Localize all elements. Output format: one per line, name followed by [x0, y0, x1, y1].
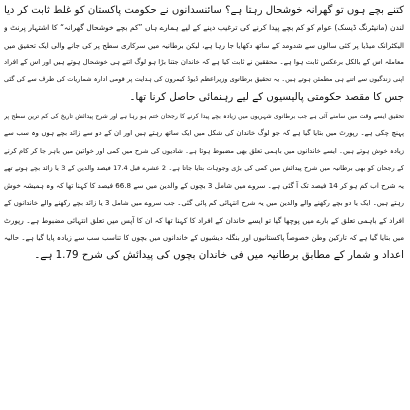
text-line: اعداد و شمار کے مطابق برطانیہ میں فی خاندان بچوں کی پیدائش کی شرح 1.79 ہے۔: [34, 248, 404, 261]
text-line: افراد کے باہمی تعلق کے بارے میں پوچھا گیا تو ایسے خاندان کے افراد کا کہنا تھا کہ ان کا آپس میں تعلق انتہائی مضبوط ہے۔ رپورٹ: [4, 216, 404, 226]
text-line: کے رجحان کو بھی برطانیہ میں شرح پیدائش میں کمی کی بڑی وجوہات بتایا جاتا ہے۔ 2 عشرے قبل 17.4 فیصد والدین کے 3 یا زائد بچے ہوتے تھے: [4, 164, 404, 173]
article-paragraph-1: [4, 2, 404, 106]
text-line: الیکٹرانک میڈیا پر کئی سالوں سے شدومد کے ساتھ دکھایا جا رہا ہے، لیکن برطانیہ میں سرکاری سطح پر کی جانے والی ایک تحقیق میں: [4, 40, 404, 50]
article-paragraph-2: [4, 108, 404, 264]
headline: کتنے بچے ہوں تو گھرانہ خوشحال رہتا ہے؟ سائنسدانوں نے حکومت پاکستان کو غلط ثابت کر دیا: [4, 5, 404, 16]
text-line: لندن (مانیٹرنگ ڈیسک) عوام کو کم بچے پیدا کرنے کی ترغیب دینے کے لیے ہمارے ہاں ”کم بچے خوشحال گھرانہ“ کا اشتہار پرنٹ و: [4, 23, 404, 33]
text-line: زیادہ خوش ہوتے ہیں۔ ایسے خاندانوں میں باہمی تعلق بھی مضبوط ہوتا ہے۔ شادیوں کی شرح میں کمی اور خواتین میں باہر جا کر کام کرنے: [4, 146, 404, 155]
text-line: جس کا مقصد حکومتی پالیسیوں کے لیے رہنمائی حاصل کرنا تھا۔: [129, 90, 404, 103]
text-line: معاملہ اس کے بالکل برعکس ثابت ہوا ہے۔ محققین نے ثابت کیا ہے کہ خاندان جتنا بڑا ہو لوگ اتنے ہی خوشحال ہوتے ہیں اور اس کے افراد: [4, 58, 404, 67]
text-line: یہ شرح اب کم ہو کر 14 فیصد تک آ گئی ہے۔ سروے میں شامل 3 بچوں کے والدین میں سے 66.8 فیصد کا کہنا تھا کہ وہ ہمیشہ خوش: [4, 181, 404, 191]
text-line: تحقیق ایسے وقت میں سامنے آئی ہے جب برطانوی شہریوں میں زیادہ بچے پیدا کرنے کا رجحان ختم ہو رہا ہے اور شرح پیدائش تاریخ کی کم ترین سطح پر: [4, 113, 404, 121]
text-line: رہتے ہیں۔ ایک یا دو بچے رکھنے والے والدین میں یہ شرح انتہائی کم پائی گئی۔ جب سروے میں شامل 3 یا زائد بچے رکھنے والے خاندانوں کے: [4, 198, 404, 207]
text-line: اپنی زندگیوں سے اتنے ہی مطمئن ہوتے ہیں۔ یہ تحقیق برطانوی وزیراعظم ڈیوڈ کیمرون کی ہدایت پر قومی ادارہ شماریات کی طرف سے کی گئی: [4, 75, 404, 84]
text-line: میں بتایا گیا ہے کہ تارکین وطن خصوصاً پاکستانیوں اور بنگلہ دیشیوں کے خاندانوں میں بچوں کا تناسب سب سے زیادہ پایا گیا ہے۔ حالیہ: [4, 233, 404, 243]
text-line: پہنچ چکی ہے۔ رپورٹ میں بتایا گیا ہے کہ جو لوگ خاندان کی شکل میں ایک ساتھ رہتے ہیں اور ان کے دو سے زائد بچے ہوں وہ سب سے: [4, 129, 404, 138]
